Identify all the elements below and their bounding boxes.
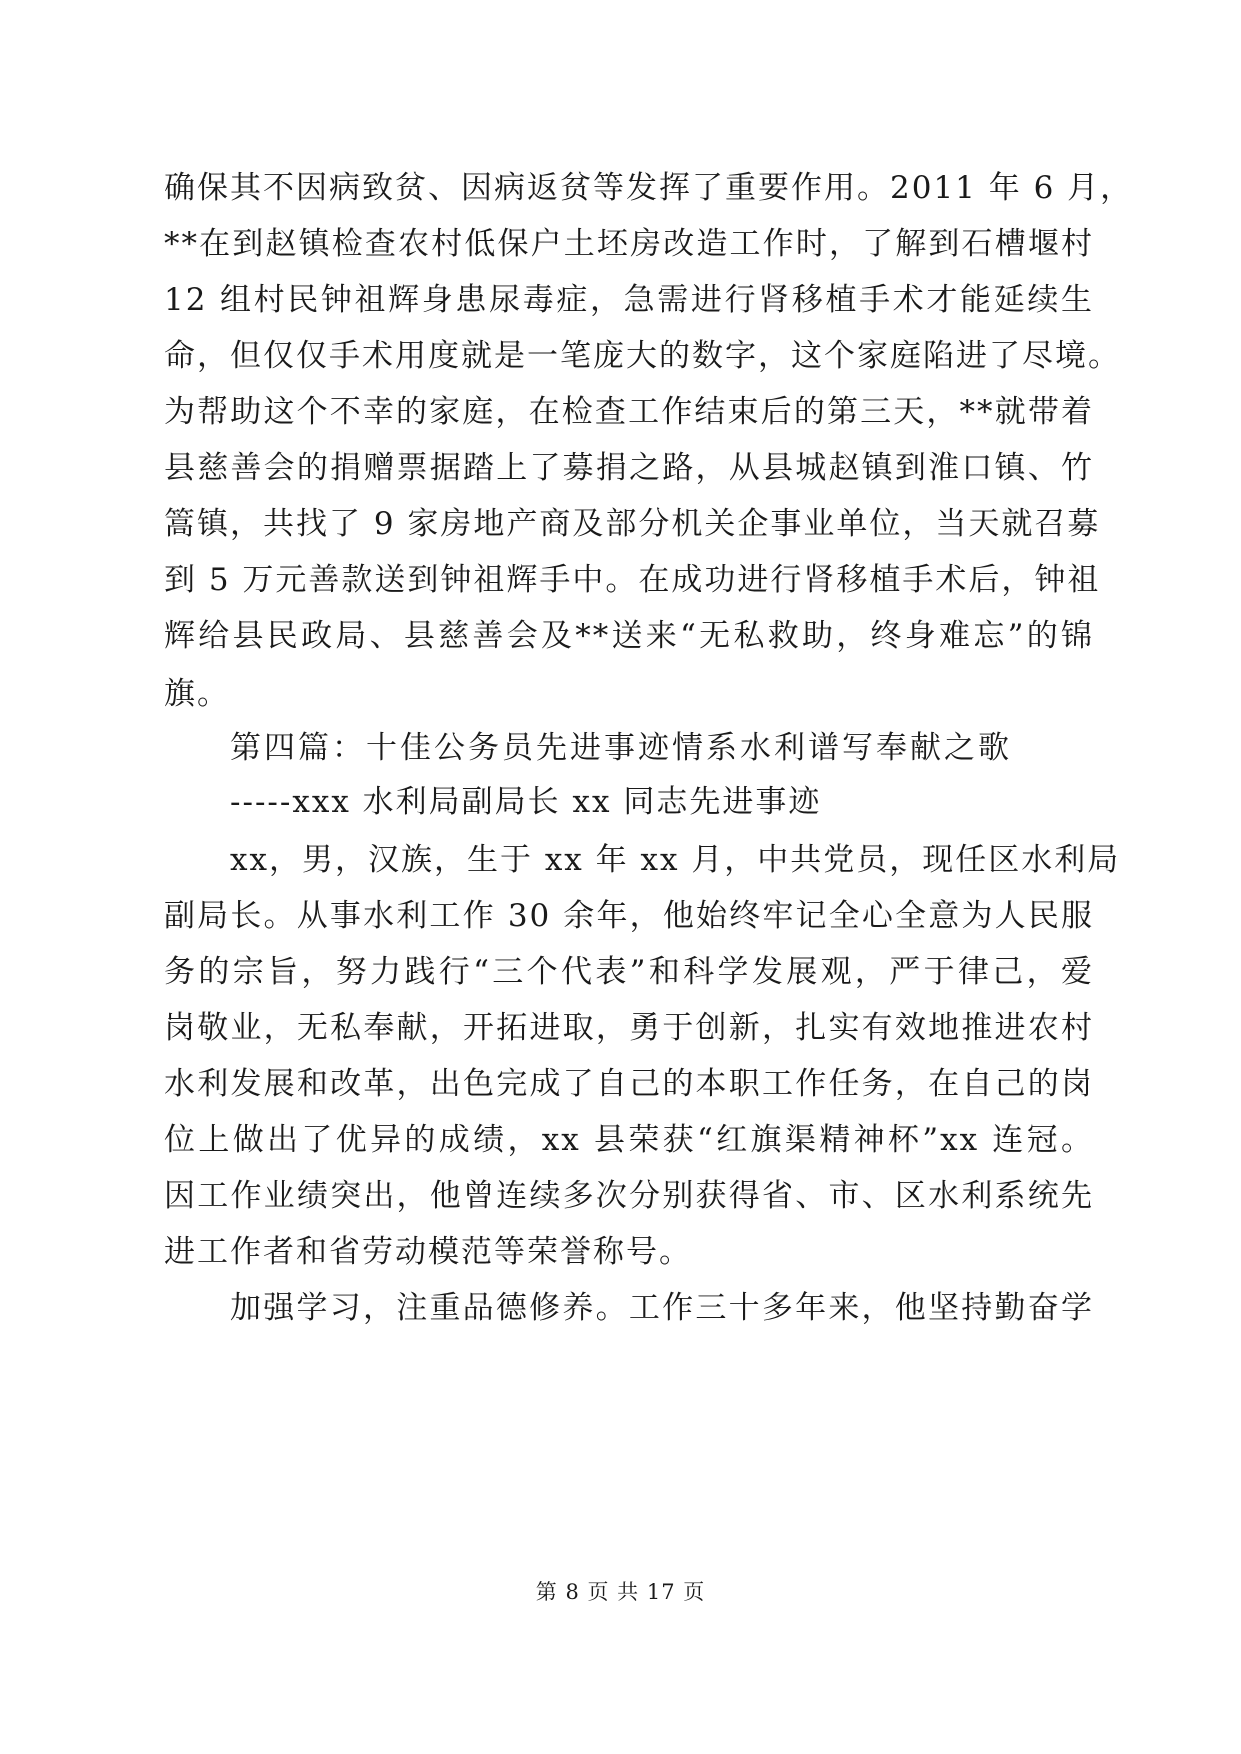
paragraph-first-line: 加强学习，注重品德修养。工作三十多年来，他坚持勤奋学	[230, 1290, 1094, 1326]
text-line: 为帮助这个不幸的家庭，在检查工作结束后的第三天，**就带着	[164, 394, 1094, 430]
section-heading: 第四篇：十佳公务员先进事迹情系水利谱写奉献之歌	[230, 730, 1012, 766]
text-line: 12 组村民钟祖辉身患尿毒症，急需进行肾移植手术才能延续生	[164, 282, 1094, 318]
text-line: 篙镇，共找了 9 家房地产商及部分机关企事业单位，当天就召募	[164, 506, 1101, 542]
text-line: 到 5 万元善款送到钟祖辉手中。在成功进行肾移植手术后，钟祖	[164, 562, 1101, 598]
text-line: 命，但仅仅手术用度就是一笔庞大的数字，这个家庭陷进了尽境。	[164, 338, 1121, 374]
text-line: 位上做出了优异的成绩，xx 县荣获“红旗渠精神杯”xx 连冠。	[164, 1122, 1094, 1158]
text-line: 辉给县民政局、县慈善会及**送来“无私救助，终身难忘”的锦	[164, 618, 1094, 654]
text-line: 旗。	[164, 676, 230, 712]
text-line: 岗敬业，无私奉献，开拓进取，勇于创新，扎实有效地推进农村	[164, 1010, 1094, 1046]
text-line: **在到赵镇检查农村低保户土坯房改造工作时，了解到石槽堰村	[164, 226, 1094, 262]
section-subheading: -----xxx 水利局副局长 xx 同志先进事迹	[230, 784, 822, 820]
text-line: 县慈善会的捐赠票据踏上了募捐之路，从县城赵镇到淮口镇、竹	[164, 450, 1094, 486]
text-line: 副局长。从事水利工作 30 余年，他始终牢记全心全意为人民服	[164, 898, 1094, 934]
text-line: 务的宗旨，努力践行“三个代表”和科学发展观，严于律己，爱	[164, 954, 1094, 990]
text-line: 因工作业绩突出，他曾连续多次分别获得省、市、区水利系统先	[164, 1178, 1094, 1214]
text-line: 水利发展和改革，出色完成了自己的本职工作任务，在自己的岗	[164, 1066, 1094, 1102]
text-line: 确保其不因病致贫、因病返贫等发挥了重要作用。2011 年 6 月，	[164, 170, 1134, 206]
page-number-footer: 第 8 页 共 17 页	[535, 1580, 706, 1604]
text-line: 进工作者和省劳动模范等荣誉称号。	[164, 1234, 692, 1270]
paragraph-first-line: xx，男，汉族，生于 xx 年 xx 月，中共党员，现任区水利局	[230, 842, 1121, 878]
